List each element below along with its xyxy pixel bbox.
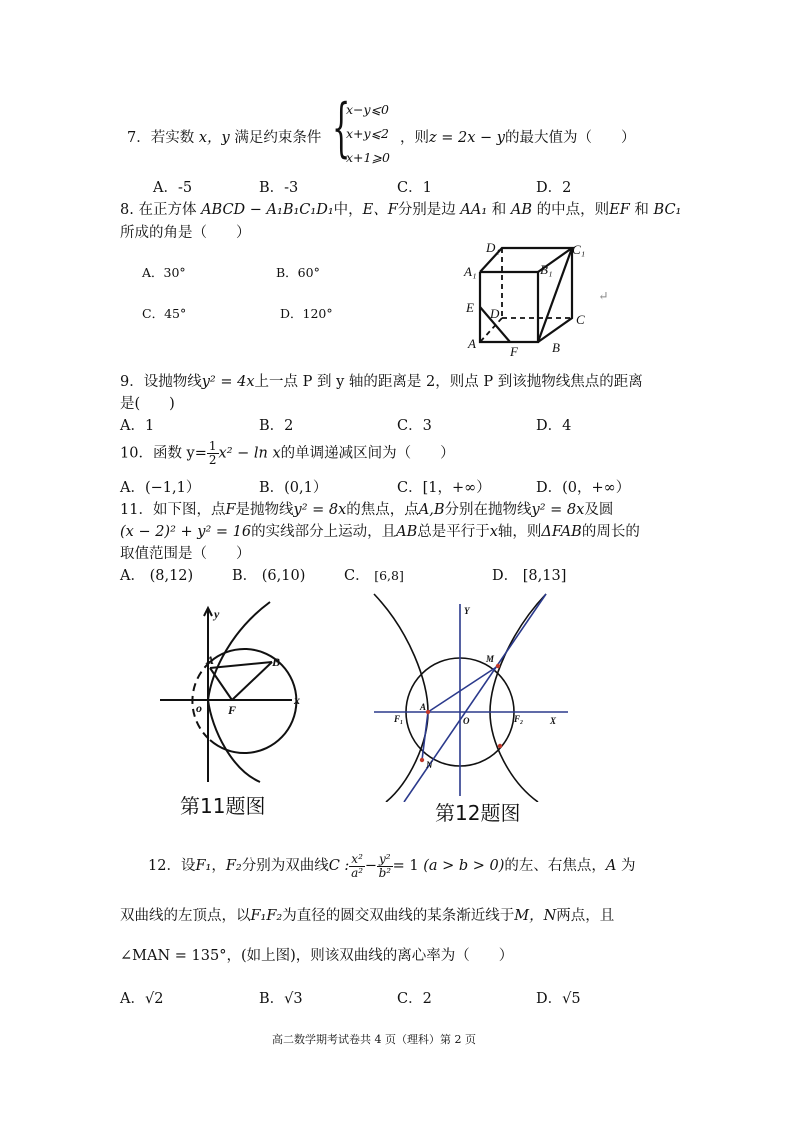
q12-option-d-value: √5 — [562, 991, 581, 1007]
q7-mid: 满足约束条件 — [234, 130, 322, 146]
q12-frac-1 — [349, 853, 365, 880]
q8-line-2: 所成的角是（ ） — [120, 225, 251, 241]
q9-option-b: B．2 — [259, 418, 294, 434]
fig12-point-m — [496, 664, 500, 668]
q12-u1: 双曲线的左顶点，以 — [120, 908, 251, 924]
q11-option-b-value: (6,10) — [261, 568, 306, 584]
fig12-point-n — [420, 758, 424, 762]
q12-t8: (a > b > 0) — [423, 858, 505, 874]
fig11-segment-bf — [232, 662, 272, 700]
q10-lead: 10．函数 y= — [120, 445, 207, 462]
q8-option-b: B．60° — [276, 265, 320, 280]
q12-u4: M，N — [514, 908, 557, 924]
q11-line-3: 取值范围是（ ） — [120, 546, 251, 562]
q11-t4: y² = 8x — [293, 502, 347, 518]
q12-t1: 12．设 — [148, 858, 196, 874]
q7-constraint-2: x+y⩽2 — [346, 126, 390, 141]
q7-tail — [400, 126, 635, 147]
fig11-segment-af — [210, 668, 232, 700]
q8-t4: AA₁ — [460, 202, 488, 218]
fig12-label-f2: F₂ — [514, 714, 524, 724]
q11-option-d — [492, 564, 566, 585]
q11-u8: 的周长的 — [581, 524, 640, 540]
q10-expr: x² − ln x — [218, 445, 281, 462]
q11-option-d-value: [8,13] — [522, 568, 567, 584]
q11-u7: ΔFAB — [541, 524, 582, 540]
label-a: A — [468, 336, 476, 351]
label-c: C — [576, 312, 585, 327]
q9-rest: 上一点 P 到 y 轴的距离是 2，则点 P 到该抛物线焦点的距离 — [254, 374, 643, 390]
fig12-point-a — [426, 710, 430, 714]
q8-t6: AB — [510, 202, 533, 218]
q12-option-a — [120, 987, 163, 1008]
q7-constraint-1: x−y⩽0 — [346, 102, 390, 117]
q9-expr: y² = 4x — [201, 374, 255, 390]
q8-t9: 和 — [634, 202, 649, 218]
q8-option-c: C．45° — [142, 306, 187, 321]
q11-line-2 — [120, 520, 640, 541]
q12-t7: = 1 — [392, 858, 419, 874]
q12-option-b-value: √3 — [284, 991, 303, 1007]
fig12-right-branch — [490, 594, 546, 802]
label-d1: D₁ — [486, 240, 500, 255]
q8-line-1 — [120, 198, 681, 219]
fig12-label-a: A — [420, 702, 427, 712]
q11-u3: AB — [396, 524, 418, 540]
q10-fraction — [207, 440, 219, 467]
q11-option-d-label: D． — [492, 568, 519, 584]
q12-line-3: ∠MAN = 135°，(如上图)，则该双曲线的离心率为（ ） — [120, 948, 514, 964]
q12-t9: 的左、右焦点， — [504, 858, 606, 874]
label-b1: B₁ — [540, 262, 553, 277]
q12-option-c-value: 2 — [422, 991, 432, 1007]
q11-t5: 的焦点，点 — [346, 502, 419, 518]
label-d: D — [490, 306, 500, 321]
q11-u2: 的实线部分上运动，且 — [251, 524, 397, 540]
return-mark-icon: ↵ — [598, 288, 609, 303]
q7-brace: { — [332, 91, 351, 165]
q12-figure — [370, 592, 575, 802]
q7-vars: x，y — [198, 130, 230, 146]
q8-cube-figure — [460, 240, 620, 360]
q8-t7: 的中点，则 — [536, 202, 610, 218]
q8-t1: 中， — [333, 202, 363, 218]
q8-t2: E、F — [362, 202, 398, 218]
q7-option-d: D．2 — [536, 180, 572, 196]
q9-lead: 9．设抛物线 — [120, 374, 202, 390]
q12-t6: C : — [328, 858, 350, 874]
q11-u4: 总是平行于 — [417, 524, 490, 540]
q12-frac-2 — [377, 853, 393, 880]
q11-option-b-label: B． — [232, 568, 258, 584]
q7-lead: 7．若实数 — [127, 130, 195, 146]
q12-t4: F₂ — [225, 858, 242, 874]
q12-option-a-label: A． — [120, 991, 145, 1007]
q10-stem — [120, 440, 455, 467]
q7-tail-a: ，则 — [400, 130, 429, 146]
q8-option-a: A．30° — [142, 265, 186, 280]
q11-option-c — [344, 564, 404, 585]
q10-den: 2 — [208, 453, 217, 467]
q8-t5: 和 — [491, 202, 507, 218]
q12-t10: A — [605, 858, 617, 874]
q9-line-2: 是( ) — [120, 396, 175, 412]
q10-tail: 的单调递减区间为（ ） — [280, 445, 455, 462]
q8-lead: 8. 在正方体 — [120, 202, 197, 218]
q11-option-a-value: (8,12) — [149, 568, 194, 584]
q12-t5: 分别为双曲线 — [241, 858, 329, 874]
page-footer: 高二数学期考试卷共 4 页（理科）第 2 页 — [272, 1033, 476, 1046]
q12-line-2 — [120, 904, 614, 925]
q11-t6: A,B — [418, 502, 445, 518]
q12-option-a-value: √2 — [144, 991, 164, 1007]
q11-t1: 11．如下图，点 — [120, 502, 226, 518]
q11-figure — [150, 600, 320, 785]
q12-line-1 — [148, 852, 636, 880]
q8-t8: EF — [609, 202, 630, 218]
label-e: E — [466, 300, 474, 315]
fig11-label-a: A — [206, 653, 215, 667]
q12-frac2-den: b² — [378, 865, 392, 880]
q12-frac1-den: a² — [351, 865, 364, 880]
fig12-label-m: M — [486, 654, 495, 664]
label-c1: C₁ — [572, 242, 586, 257]
fig11-label-y: y — [214, 607, 220, 621]
q9-line-1 — [120, 370, 643, 391]
fig12-segment-am — [428, 666, 498, 712]
q12-option-b — [259, 987, 303, 1008]
fig12-label-x: X — [550, 716, 557, 726]
q11-option-c-label: C． — [344, 568, 370, 584]
q11-t3: 是抛物线 — [235, 502, 294, 518]
fig12-label-y: Y — [464, 606, 470, 616]
q12-t11: 为 — [621, 858, 636, 874]
fig11-label-o: o — [196, 701, 202, 715]
q11-t7: 分别在抛物线 — [444, 502, 532, 518]
q11-figure-caption: 第11题图 — [180, 794, 266, 818]
q7-option-c: C．1 — [397, 180, 432, 196]
fig12-point-extra — [498, 744, 502, 748]
q7-stem — [127, 126, 321, 147]
q11-option-a-label: A． — [120, 568, 145, 584]
q12-frac1-num: x² — [351, 851, 363, 866]
q12-option-b-label: B． — [259, 991, 285, 1007]
q10-option-b: B．(0,1） — [259, 480, 328, 496]
q12-t2: F₁ — [195, 858, 212, 874]
q12-u5: 两点，且 — [556, 908, 615, 924]
q11-option-b — [232, 564, 305, 585]
q12-u3: 为直径的圆交双曲线的某条渐近线于 — [282, 908, 515, 924]
fig11-label-x: x — [294, 693, 300, 707]
q11-t2: F — [225, 502, 236, 518]
q12-figure-caption: 第12题图 — [435, 801, 521, 825]
q11-u6: 轴，则 — [497, 524, 542, 540]
q12-frac2-num: y² — [379, 851, 391, 866]
fig12-label-n: N — [426, 760, 433, 770]
q10-option-a: A．(−1,1） — [120, 480, 201, 496]
label-f: F — [510, 344, 518, 359]
q10-option-c: C．[1，+∞） — [397, 480, 491, 496]
q8-cube: ABCD − A₁B₁C₁D₁ — [201, 202, 334, 218]
fig12-label-f1: F₁ — [394, 714, 404, 724]
q12-t3: ， — [211, 858, 226, 874]
q11-t8: y² = 8x — [531, 502, 585, 518]
q9-option-d: D．4 — [536, 418, 572, 434]
fig11-label-f: F — [228, 703, 237, 717]
fig11-label-b: B — [272, 655, 281, 669]
q12-option-d — [536, 987, 581, 1008]
fig12-asymptote — [404, 594, 546, 802]
fig12-left-branch — [374, 594, 428, 802]
q11-u1: (x − 2)² + y² = 16 — [120, 524, 252, 540]
q8-option-d: D．120° — [280, 306, 333, 321]
q7-option-b: B．-3 — [259, 180, 299, 196]
fig12-label-o: O — [463, 716, 470, 726]
label-a1: A₁ — [464, 264, 477, 279]
q11-option-a — [120, 564, 193, 585]
q10-option-d: D．(0，+∞） — [536, 480, 631, 496]
q7-tail-b: 的最大值为（ ） — [504, 130, 636, 146]
q12-option-c — [397, 987, 432, 1008]
q11-line-1 — [120, 498, 613, 519]
q8-t10: BC₁ — [653, 202, 682, 218]
q12-option-d-label: D． — [536, 991, 563, 1007]
q7-expr: z = 2x − y — [429, 130, 505, 146]
label-b: B — [552, 340, 560, 355]
q9-option-a: A．1 — [120, 418, 155, 434]
q10-num: 1 — [208, 439, 217, 453]
q7-constraint-3: x+1⩾0 — [346, 150, 390, 165]
q9-option-c: C．3 — [397, 418, 432, 434]
q11-u5: x — [489, 524, 498, 540]
q8-t3: 分别是边 — [397, 202, 456, 218]
q12-minus: − — [364, 858, 378, 874]
q11-option-c-value: [6,8] — [374, 568, 404, 583]
q12-option-c-label: C． — [397, 991, 423, 1007]
q7-option-a: A．-5 — [153, 180, 193, 196]
q12-u2: F₁F₂ — [250, 908, 283, 924]
q11-t9: 及圆 — [584, 502, 614, 518]
